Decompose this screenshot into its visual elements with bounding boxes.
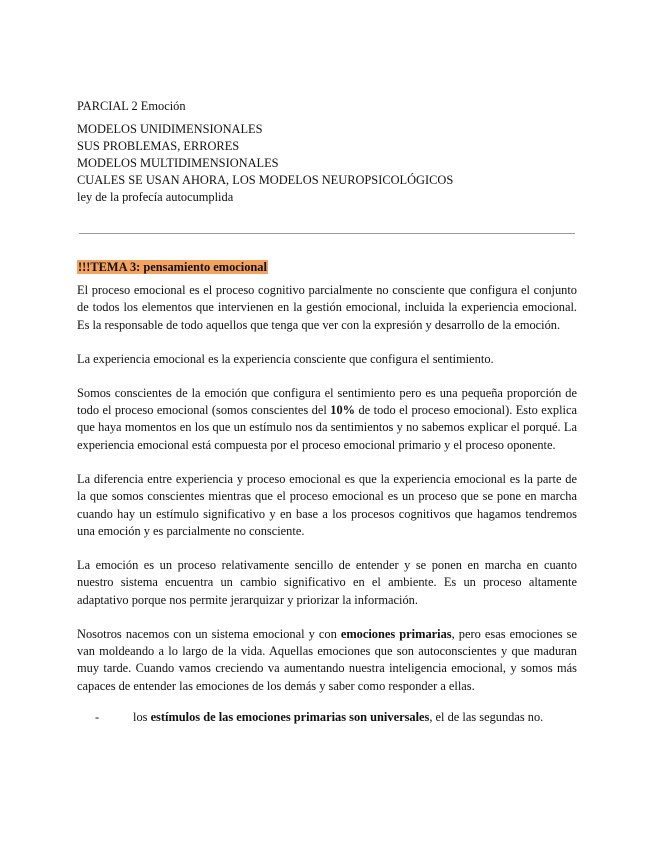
header-line-5: ley de la profecía autocumplida <box>77 190 234 204</box>
paragraph-1: El proceso emocional es el proceso cognitivo parcialmente no consciente que configura el conjunto de todos los elementos que intervienen en la gestión emocional, incluida la experiencia emocional. Es la responsable de todo aquellos que tenga que ver con la expresión y desarrollo de la emoción. <box>77 283 577 332</box>
doc-title: PARCIAL 2 Emoción <box>77 99 186 113</box>
bullet-text-b: , el de las segundas no. <box>429 710 544 725</box>
bullet-marker: - <box>95 710 100 725</box>
section-body <box>77 282 577 726</box>
paragraph-4: La diferencia entre experiencia y proceso emocional es que la experiencia emocional es la parte de la que somos conscientes mientras que el proceso emocional es un proceso que se pone en marcha cuando hay un estímulo significativo y en base a los procesos cognitivos que hagamos tendremos una emoción y es parcialmente no consciente. <box>77 471 577 538</box>
section-heading-text: !!!TEMA 3: pensamiento emocional <box>78 260 267 274</box>
paragraph-3 <box>77 385 577 455</box>
section-heading <box>77 259 268 276</box>
paragraph-3-text-a: Somos conscientes de la emoción que configura el sentimiento pero es una pequeña proporción de todo el proceso emocional (somos conscientes del <box>77 385 577 418</box>
list-item <box>77 709 577 726</box>
paragraph-5: La emoción es un proceso relativamente sencillo de entender y se ponen en marcha en cuanto nuestro sistema encuentra un cambio significativo en el ambiente. Es un proceso altamente adaptativo porque nos permite jerarquizar y priorizar la información. <box>77 557 577 607</box>
paragraph-3-text-b: de todo el proceso emocional). Esto explica que haya momentos en los que un estímulo nos da sentimientos y no sabemos explicar el porqué. La experiencia emocional está compuesta por el proceso emocional primario y el proceso oponente. <box>77 403 577 452</box>
paragraph-6 <box>77 626 577 696</box>
bullet-text <box>133 709 543 726</box>
paragraph-6-text-b: , pero esas emociones se van moldeando a lo largo de la vida. Aquellas emociones que son autoconscientes y que maduran muy tarde. Cuando vamos creciendo va aumentando nuestra inteligencia emocional, y somos más capaces de entender las emociones de los demás y saber como responder a ellas. <box>77 626 577 693</box>
header-line-3: MODELOS MULTIDIMENSIONALES <box>77 156 279 170</box>
bullet-text-a: los <box>133 710 151 725</box>
header-line-1: MODELOS UNIDIMENSIONALES <box>77 122 263 136</box>
paragraph-2: La experiencia emocional es la experiencia consciente que configura el sentimiento. <box>77 351 494 366</box>
header-line-2: SUS PROBLEMAS, ERRORES <box>77 139 240 153</box>
bullet-bold: estímulos de las emociones primarias son universales <box>150 710 430 725</box>
paragraph-3-bold: 10% <box>330 403 356 418</box>
horizontal-rule <box>79 233 575 234</box>
paragraph-6-text-a: Nosotros nacemos con un sistema emocional y con <box>77 626 341 641</box>
paragraph-6-bold: emociones primarias <box>340 626 452 641</box>
header-line-4: CUALES SE USAN AHORA, LOS MODELOS NEUROPSICOLÓGICOS <box>77 173 454 187</box>
header-block <box>77 98 577 206</box>
